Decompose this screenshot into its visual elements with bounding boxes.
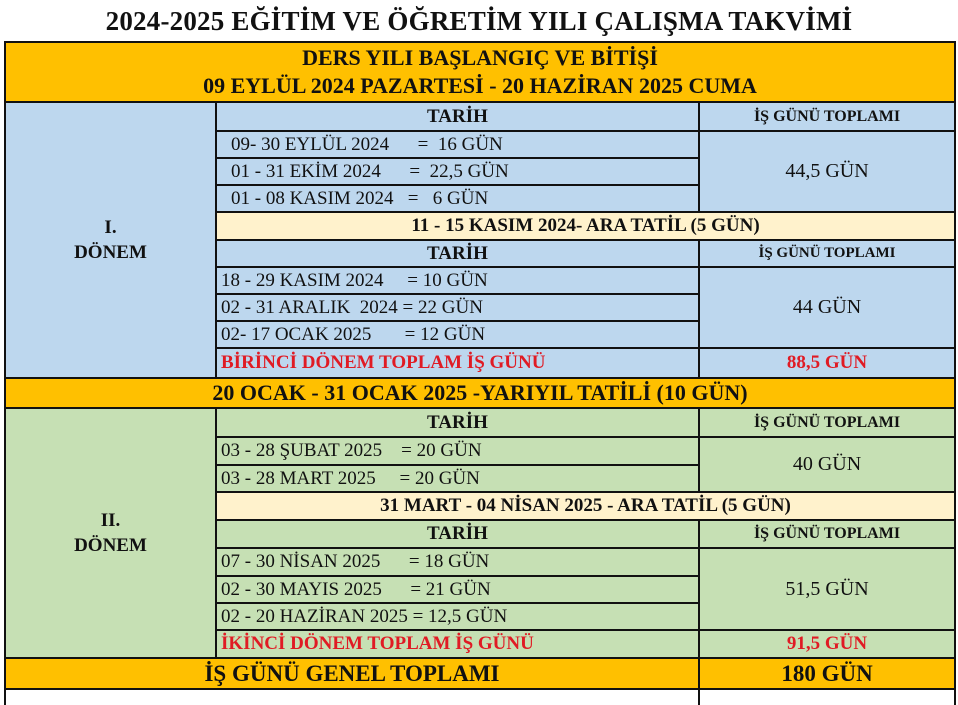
blank-cell: [699, 689, 955, 705]
grand-total-row: [5, 658, 955, 689]
date-range-cell: 02- 17 OCAK 2025 = 12 GÜN: [216, 321, 699, 348]
semester2-number: II.: [100, 510, 121, 531]
semester1-word: DÖNEM: [74, 242, 147, 263]
date-range-cell: 03 - 28 MART 2025 = 20 GÜN: [216, 465, 699, 492]
block-total: 40 GÜN: [699, 437, 955, 492]
date-range-cell: 02 - 31 ARALIK 2024 = 22 GÜN: [216, 294, 699, 321]
tarih-header: TARİH: [216, 408, 699, 437]
table-row: [5, 102, 955, 131]
semester2-label: [5, 408, 216, 658]
midyear-break: 20 OCAK - 31 OCAK 2025 -YARIYIL TATİLİ (10 GÜN): [5, 378, 955, 408]
header-row: [5, 42, 955, 102]
grand-total-value: 180 GÜN: [699, 658, 955, 689]
date-range-cell: 02 - 20 HAZİRAN 2025 = 12,5 GÜN: [216, 603, 699, 630]
tarih-header: TARİH: [216, 102, 699, 131]
is-gunu-header: İŞ GÜNÜ TOPLAMI: [699, 102, 955, 131]
semester2-total-value: 91,5 GÜN: [699, 630, 955, 658]
semester1-total-value: 88,5 GÜN: [699, 348, 955, 378]
semester2-total-label: İKİNCİ DÖNEM TOPLAM İŞ GÜNÜ: [216, 630, 699, 658]
calendar-table: [4, 41, 956, 705]
block-total: 51,5 GÜN: [699, 548, 955, 630]
is-gunu-header: İŞ GÜNÜ TOPLAMI: [699, 408, 955, 437]
mid-term-break: 11 - 15 KASIM 2024- ARA TATİL (5 GÜN): [216, 212, 955, 240]
date-range-cell: 03 - 28 ŞUBAT 2025 = 20 GÜN: [216, 437, 699, 465]
date-range-cell: 02 - 30 MAYIS 2025 = 21 GÜN: [216, 576, 699, 603]
block-total: 44 GÜN: [699, 267, 955, 348]
tarih-header: TARİH: [216, 240, 699, 267]
block-total: 44,5 GÜN: [699, 131, 955, 212]
header-line2: 09 EYLÜL 2024 PAZARTESİ - 20 HAZİRAN 2025 CUMA: [203, 73, 757, 98]
date-range-cell: 01 - 31 EKİM 2024 = 22,5 GÜN: [216, 158, 699, 185]
semester1-number: I.: [104, 217, 117, 238]
semester1-total-label: BİRİNCİ DÖNEM TOPLAM İŞ GÜNÜ: [216, 348, 699, 378]
blank-cell: [5, 689, 699, 705]
school-year-header: [5, 42, 955, 102]
semester1-label: [5, 102, 216, 378]
header-line1: DERS YILI BAŞLANGIÇ VE BİTİŞİ: [302, 45, 658, 70]
date-range-cell: 09- 30 EYLÜL 2024 = 16 GÜN: [216, 131, 699, 158]
table-row: [5, 378, 955, 408]
page-title: 2024-2025 EĞİTİM VE ÖĞRETİM YILI ÇALIŞMA TAKVİMİ: [105, 6, 853, 36]
semester2-word: DÖNEM: [74, 535, 147, 556]
grand-total-label: İŞ GÜNÜ GENEL TOPLAMI: [5, 658, 699, 689]
date-range-cell: 01 - 08 KASIM 2024 = 6 GÜN: [216, 185, 699, 212]
is-gunu-header: İŞ GÜNÜ TOPLAMI: [699, 240, 955, 267]
date-range-cell: 18 - 29 KASIM 2024 = 10 GÜN: [216, 267, 699, 294]
tarih-header: TARİH: [216, 520, 699, 548]
mid-term-break: 31 MART - 04 NİSAN 2025 - ARA TATİL (5 GÜN): [216, 492, 955, 520]
is-gunu-header: İŞ GÜNÜ TOPLAMI: [699, 520, 955, 548]
date-range-cell: 07 - 30 NİSAN 2025 = 18 GÜN: [216, 548, 699, 576]
blank-row: [5, 689, 955, 705]
table-row: [5, 408, 955, 437]
